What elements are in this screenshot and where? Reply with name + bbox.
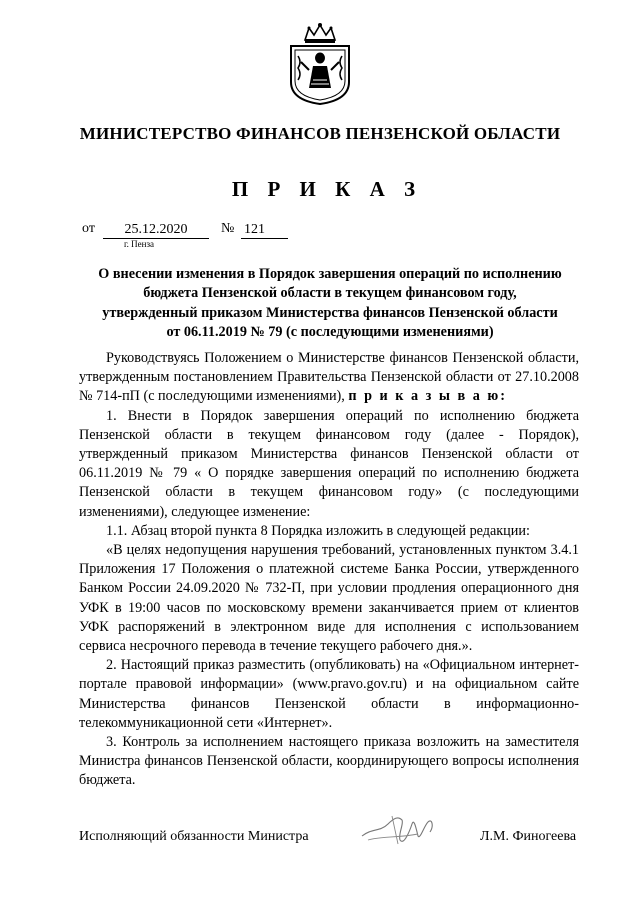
- preamble-text: Руководствуясь Положением о Министерстве финансов Пензенской области, утвержденным постановлением Правительства Пензенской области от 27.10.2008 № 714-пП (с последующими изменениями),: [79, 350, 579, 405]
- handwritten-signature: [358, 806, 440, 850]
- number-prefix: №: [221, 221, 235, 236]
- clause-1: 1. Внести в Порядок завершения операций по исполнению бюджета Пензенской области в текущем финансовом году (далее - Порядок), утвержденный приказом Министерства финансов Пензенской области от 06.11.2019 № 79 « О порядке завершения операций по исполнению бюджета Пензенской области в текущем финансовом году» (с последующими изменениями), следующее изменение:: [79, 407, 579, 520]
- coat-of-arms-emblem: [283, 22, 357, 106]
- document-title: П Р И К А З: [231, 177, 423, 201]
- subject-line: утвержденный приказом Министерства финансов Пензенской области: [102, 304, 558, 321]
- order-word: п р и к а з ы в а ю:: [348, 388, 507, 405]
- signatory-position: Исполняющий обязанности Министра: [79, 829, 309, 844]
- clause-2: 2. Настоящий приказ разместить (опубликовать) на «Официальном интернет-портале правовой информации» (www.pravo.gov.ru) и на официальном сайте Министерства финансов Пензенской области в информационно-телекоммуникационной сети «Интернет».: [79, 657, 579, 731]
- city-label: г. Пенза: [124, 239, 155, 249]
- clause-1-1: 1.1. Абзац второй пункта 8 Порядка изложить в следующей редакции:: [106, 522, 530, 539]
- order-date: 25.12.2020: [103, 221, 209, 239]
- order-subject: [70, 265, 590, 342]
- subject-line: от 06.11.2019 № 79 (с последующими изменениями): [166, 323, 494, 340]
- ministry-name: МИНИСТЕРСТВО ФИНАНСОВ ПЕНЗЕНСКОЙ ОБЛАСТИ: [79, 124, 561, 143]
- quoted-paragraph: «В целях недопущения нарушения требований, установленных пунктом 3.4.1 Приложения 17 Положения о платежной системе Банка России, утвержденного Банком России 24.09.2020 № 732-П, при условии продления операционного дня УФК в 19:00 часов по московскому времени заканчивается прием от клиентов УФК распоряжений в электронном виде для исполнения с использованием сервиса несрочного перевода в течение текущего рабочего дня.».: [79, 542, 579, 655]
- preamble-paragraph: [79, 349, 579, 407]
- subject-line: бюджета Пензенской области в текущем финансовом году,: [143, 285, 517, 302]
- order-body: [79, 349, 579, 791]
- clause-3: 3. Контроль за исполнением настоящего приказа возложить на заместителя Министра финансов Пензенской области, координирующего вопросы исполнения бюджета.: [79, 734, 579, 789]
- signatory-name: Л.М. Финогеева: [480, 829, 577, 844]
- order-number: 121: [241, 221, 288, 239]
- subject-line: О внесении изменения в Порядок завершения операций по исполнению: [98, 266, 562, 282]
- date-prefix: от: [82, 221, 95, 236]
